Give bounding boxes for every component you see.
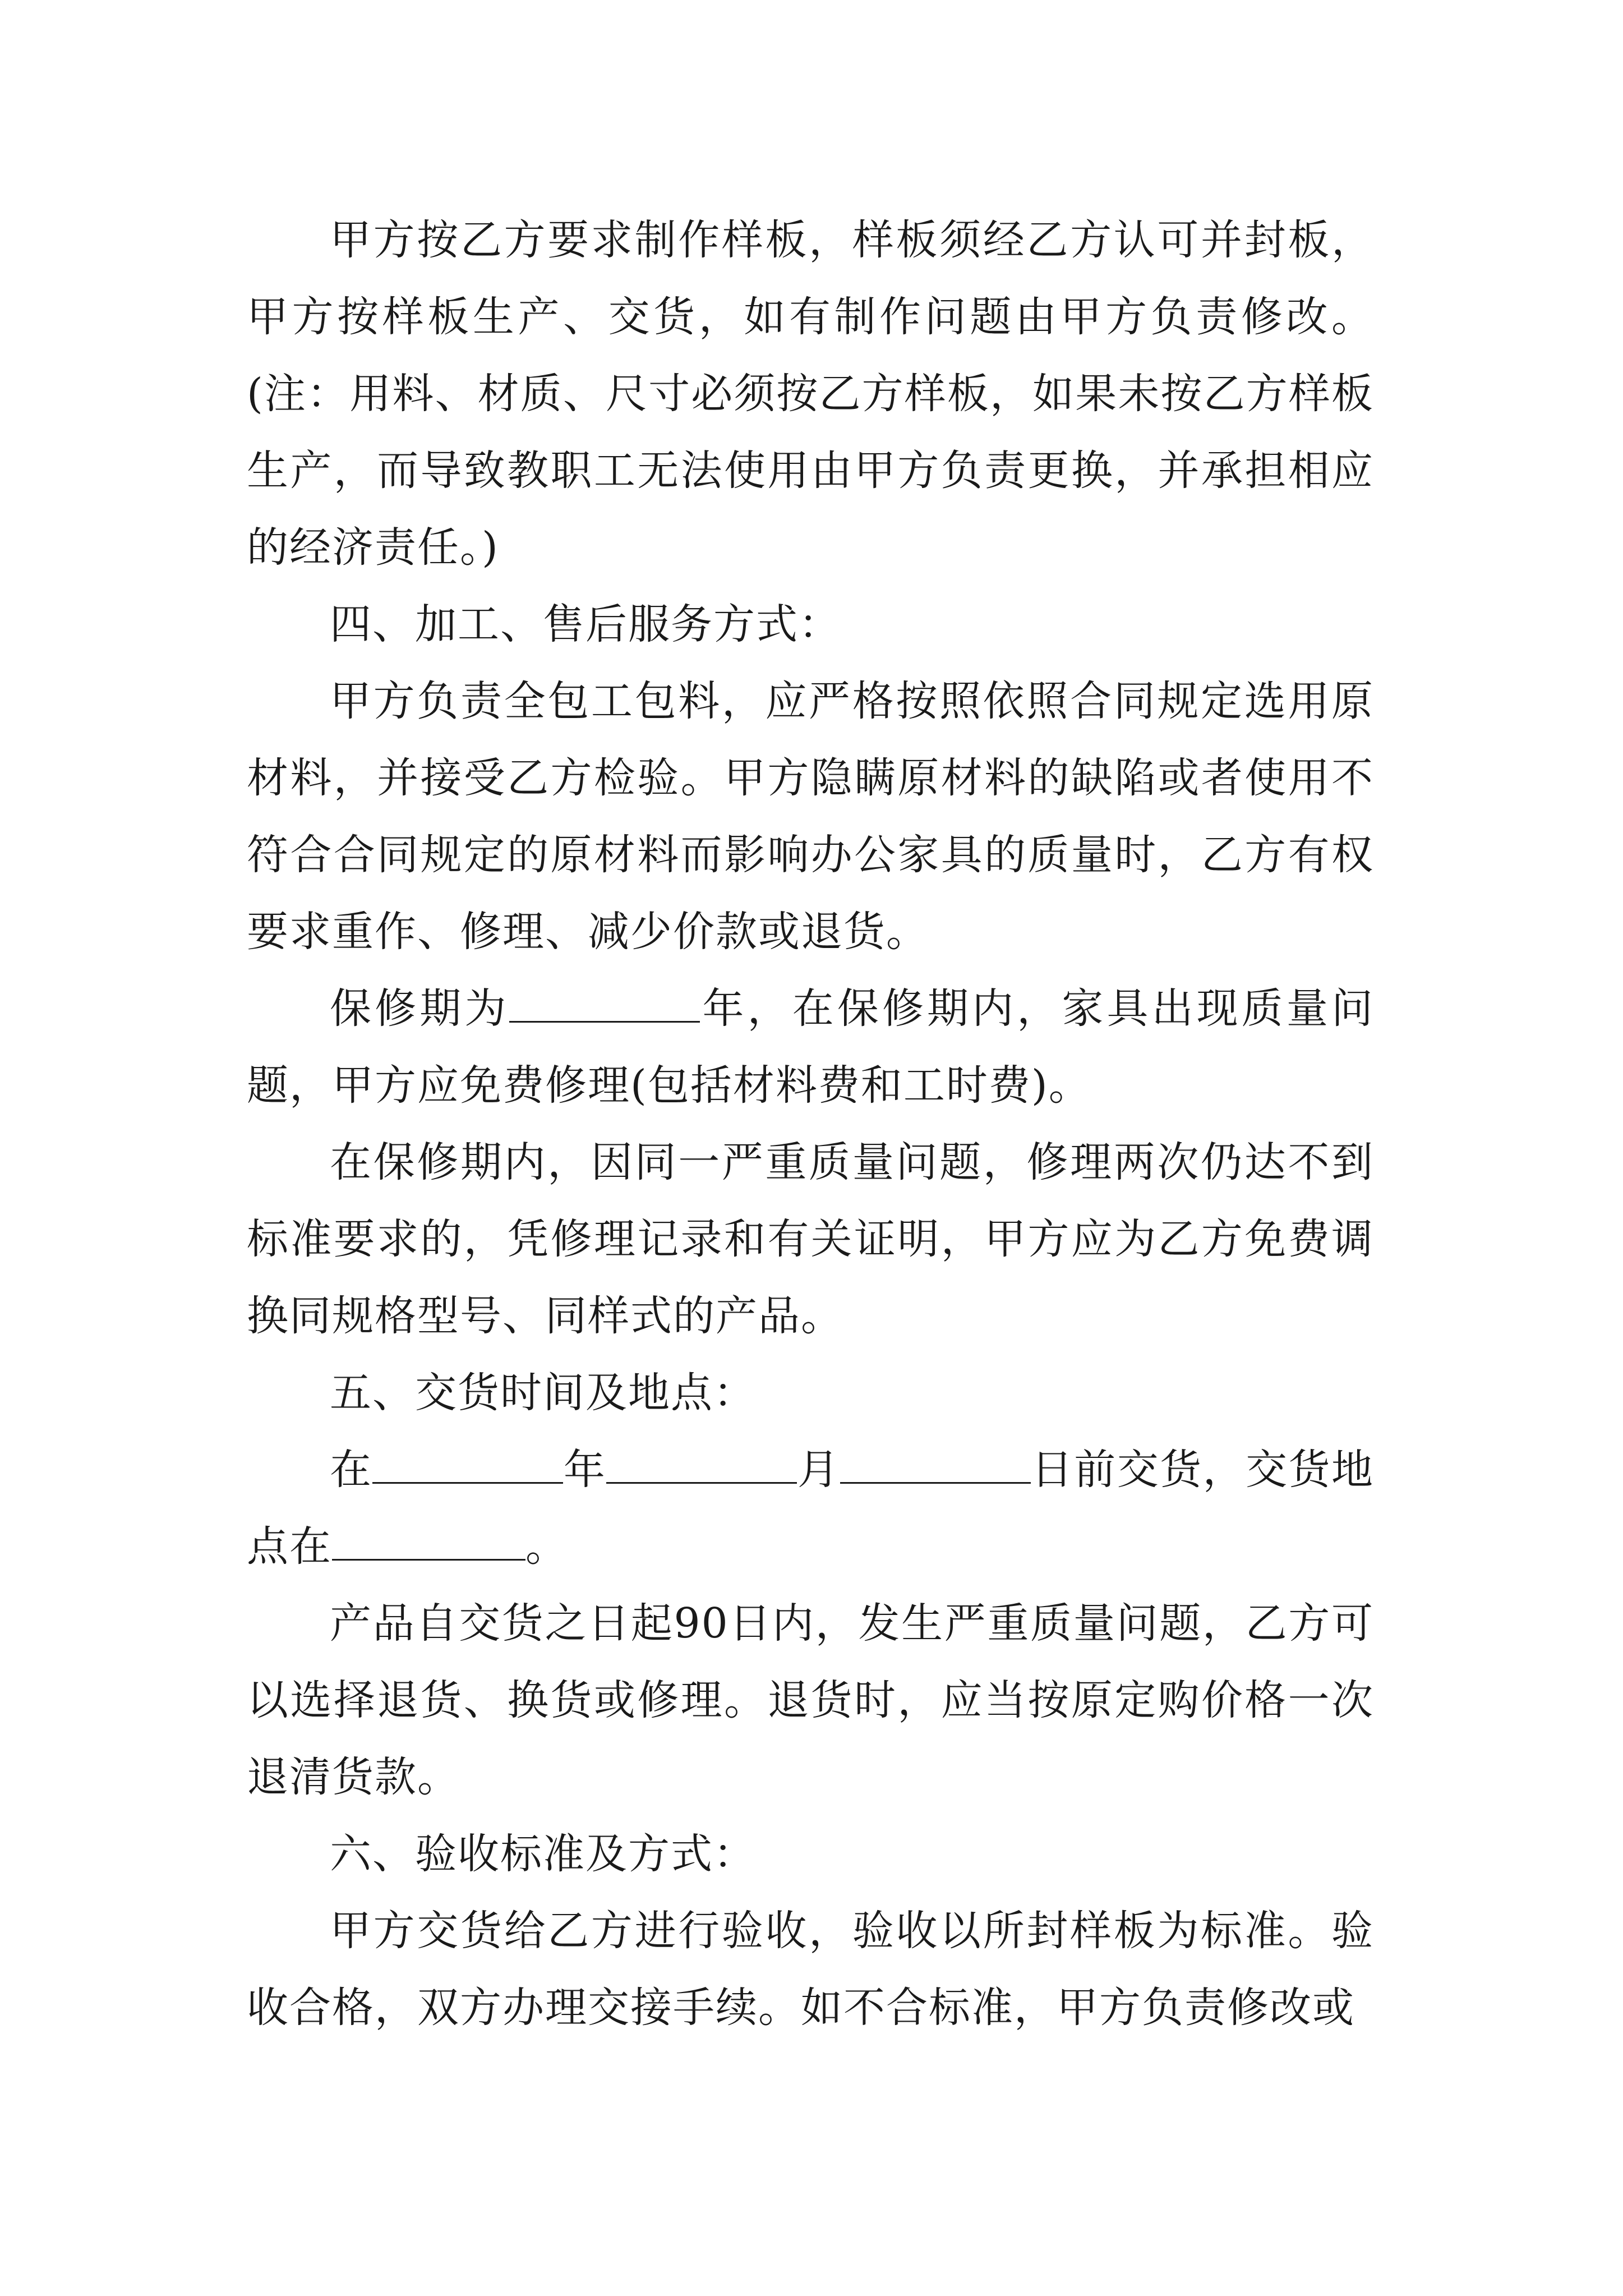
paragraph-sample-board	[247, 202, 1374, 586]
paragraph-text: 产品自交货之日起90日内，发生严重质量问题，乙方可以选择退货、换货或修理。退货时，应当按原定购价格一次退清货款。	[247, 1599, 1374, 1801]
fill-blank-delivery-day[interactable]	[840, 1448, 1031, 1484]
paragraph-text: 在保修期内，因同一严重质量问题，修理两次仍达不到标准要求的，凭修理记录和有关证明，甲方应为乙方免费调换同规格型号、同样式的产品。	[247, 1138, 1374, 1340]
section-heading-5	[247, 1355, 1374, 1432]
fill-blank-delivery-year[interactable]	[372, 1448, 563, 1484]
heading-text: 六、验收标准及方式：	[330, 1830, 756, 1878]
paragraph-text: 日前交货，交货地点在	[247, 1446, 1375, 1571]
fill-blank-warranty-years[interactable]	[509, 987, 700, 1023]
paragraph-materials	[247, 663, 1374, 970]
paragraph-acceptance	[247, 1893, 1374, 2046]
section-heading-4	[247, 586, 1374, 663]
document-body	[247, 202, 1374, 2046]
heading-text: 五、交货时间及地点：	[330, 1369, 756, 1417]
fill-blank-delivery-place[interactable]	[332, 1525, 525, 1561]
paragraph-text: 月	[797, 1446, 841, 1494]
paragraph-text: 年，在保修期内，家具出现质量问题，甲方应免费修理(包括材料费和工时费)。	[247, 984, 1374, 1110]
paragraph-text: 。	[525, 1522, 568, 1571]
paragraph-text: 甲方负责全包工包料，应严格按照依照合同规定选用原材料，并接受乙方检验。甲方隐瞒原材料的缺陷或者使用不符合合同规定的原材料而影响办公家具的质量时，乙方有权要求重作、修理、减少价款或退货。	[247, 677, 1374, 956]
paragraph-text: 甲方交货给乙方进行验收，验收以所封样板为标准。验收合格，双方办理交接手续。如不合标准，甲方负责修改或	[247, 1907, 1374, 2032]
paragraph-return-policy	[247, 1585, 1374, 1816]
heading-text: 四、加工、售后服务方式：	[330, 600, 841, 648]
fill-blank-delivery-month[interactable]	[606, 1448, 797, 1484]
paragraph-text: 年	[563, 1446, 607, 1494]
paragraph-text: 在	[330, 1446, 373, 1494]
paragraph-delivery-date	[247, 1432, 1374, 1585]
paragraph-text: 保修期为	[330, 984, 510, 1033]
paragraph-text: 甲方按乙方要求制作样板，样板须经乙方认可并封板，甲方按样板生产、交货，如有制作问题由甲方负责修改。(注：用料、材质、尺寸必须按乙方样板，如果未按乙方样板生产，而导致教职工无法使用由甲方负责更换，并承担相应的经济责任。)	[247, 216, 1374, 572]
paragraph-warranty-replacement	[247, 1124, 1374, 1355]
section-heading-6	[247, 1816, 1374, 1893]
paragraph-warranty-period	[247, 970, 1374, 1124]
